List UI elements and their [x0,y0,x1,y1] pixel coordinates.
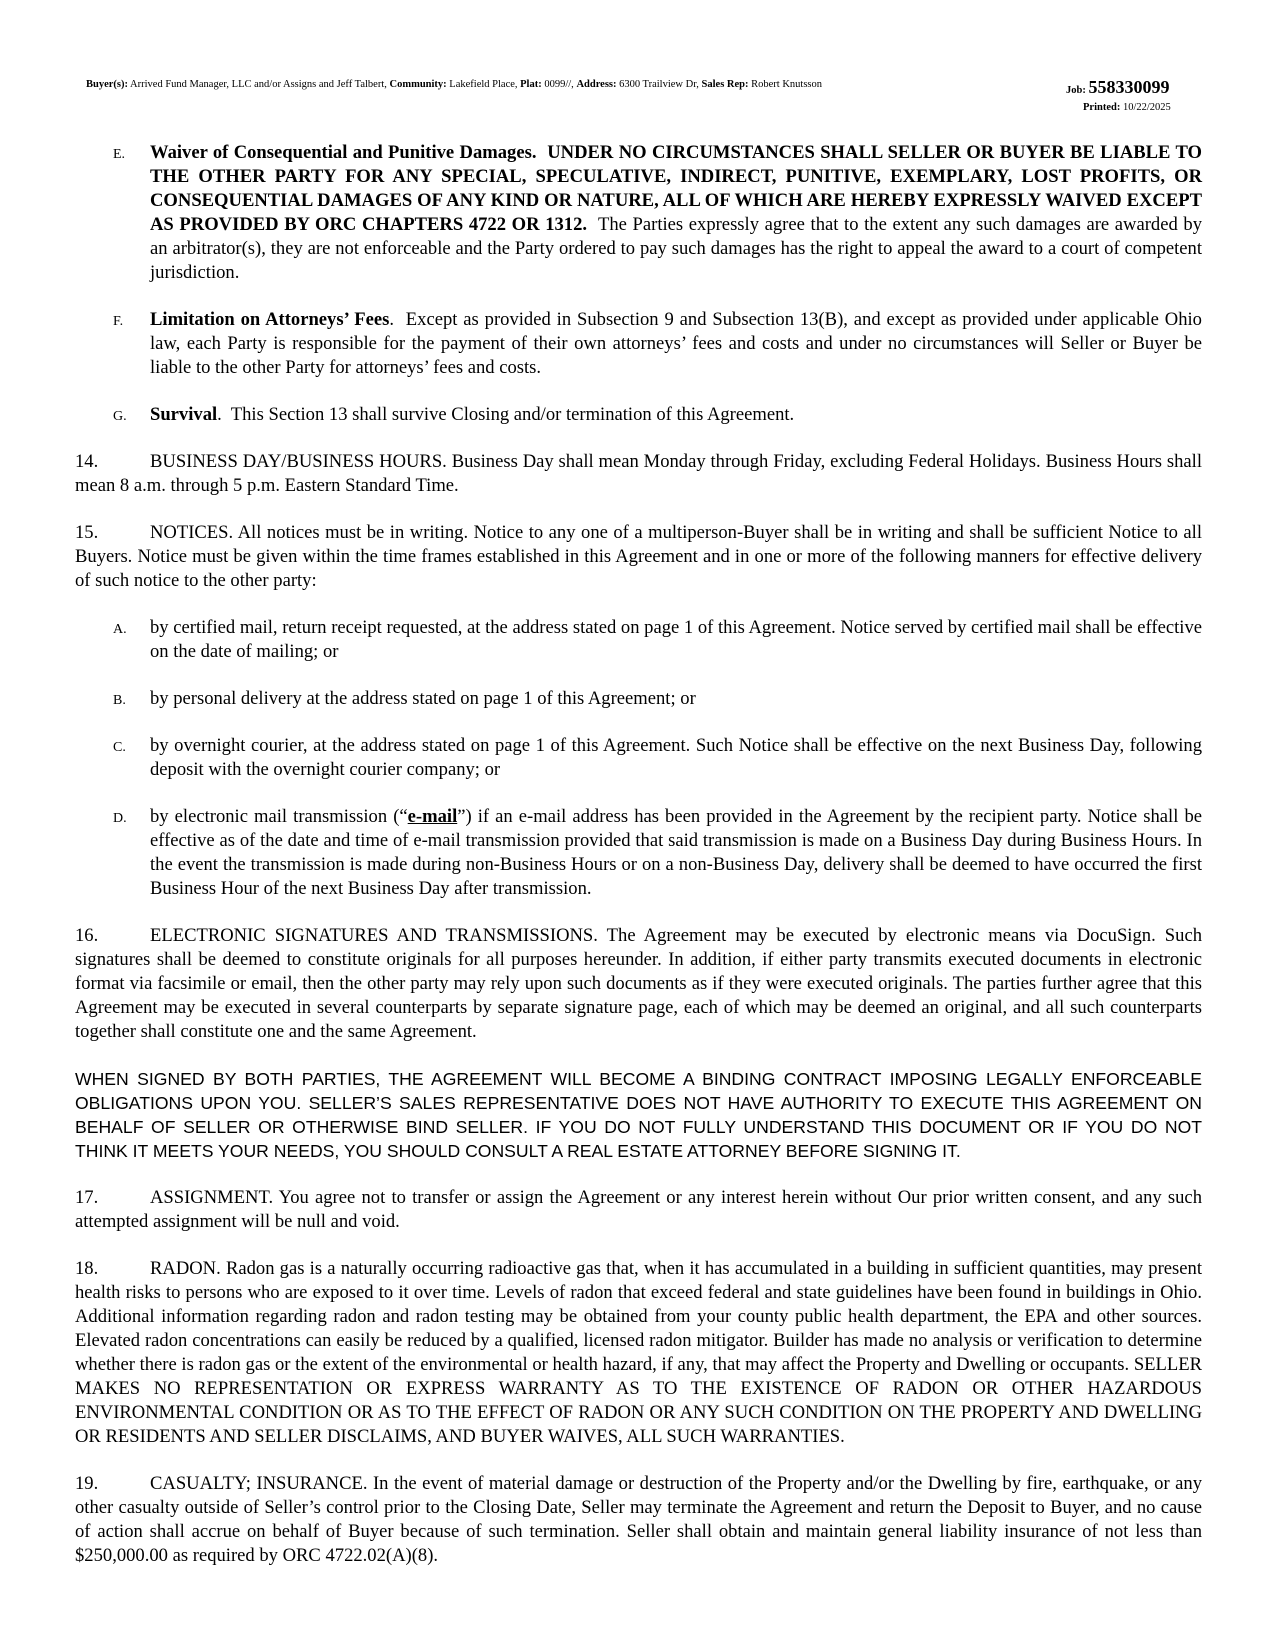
section-number: 14. [75,451,99,472]
section-19 [75,1472,1202,1568]
address-value: 6300 Trailview Dr, [619,79,699,90]
plat-value: 0099//, [544,79,574,90]
section-body: BUSINESS DAY/BUSINESS HOURS. Business Day shall mean Monday through Friday, excluding Federal Holidays. Business Hours shall mean 8 a.m. through 5 p.m. Eastern Standard Time. [75,451,1202,496]
subsection-body: Except as provided in Subsection 9 and Subsection 13(B), and except as provided under applicable Ohio law, each Party is responsible for the payment of their own attorneys’ fees and costs and under no circumstances will Seller or Buyer be liable to the other Party for attorneys’ fees and costs. [150,309,1202,378]
subsection-label: B. [113,693,126,708]
email-text-pre: by electronic mail transmission (“ [150,806,408,827]
subsection-e [75,141,1202,285]
sales-rep-label: Sales Rep: [701,79,749,90]
document-body [75,141,1202,1568]
printed-date [1083,101,1213,114]
plat-label: Plat: [520,79,542,90]
section-body: ASSIGNMENT. You agree not to transfer or assign the Agreement or any interest herein without Our prior written consent, and any such attempted assignment will be null and void. [75,1187,1202,1232]
section-number: 15. [75,522,99,543]
subsection-text [150,805,1202,901]
printed-value: 10/22/2025 [1122,102,1171,113]
section-body: ELECTRONIC SIGNATURES AND TRANSMISSIONS. The Agreement may be executed by electronic means via DocuSign. Such signatures shall be deemed to constitute originals for all purposes hereunder. In addition, if either party transmits executed documents in electronic format via facsimile or email, then the other party may rely upon such documents as if they were executed originals. The parties further agree that this Agreement may be executed in several counterparts by separate signature page, each of which may be deemed an original, and all such counterparts together shall constitute one and the same Agreement. [75,925,1202,1042]
sales-rep-value: Robert Knutsson [751,79,823,90]
subsection-text: Waiver of Consequential and Punitive Damages. UNDER NO CIRCUMSTANCES SHALL SELLER OR BUYER BE LIABLE TO THE OTHER PARTY FOR ANY SPECIAL, SPECULATIVE, INDIRECT, PUNITIVE, EXEMPLARY, LOST PROFITS, OR CONSEQUENTIAL DAMAGES OF ANY KIND OR NATURE, ALL OF WHICH ARE HEREBY EXPRESSLY WAIVED EXCEPT AS PROVIDED BY ORC CHAPTERS 4722 OR 1312. The Parties expressly agree that to the extent any such damages are awarded by an arbitrator(s), they are not enforceable and the Party ordered to pay such damages has the right to appeal the award to a court of competent jurisdiction. [150,142,1203,283]
job-value: 558330099 [1088,77,1170,97]
subsection-body: The Parties expressly agree that to the extent any such damages are awarded by an arbitrator(s), they are not enforceable and the Party ordered to pay such damages has the right to appeal the award to a court of competent jurisdiction. [150,214,1202,283]
address-label: Address: [576,79,617,90]
section-17 [75,1186,1202,1234]
subsection-label: F. [113,314,124,329]
subsection-heading: Survival [150,404,218,425]
buyers-value: Arrived Fund Manager, LLC and/or Assigns and Jeff Talbert, [130,79,387,90]
section-14 [75,450,1202,498]
subsection-g [75,403,1202,427]
subsection-heading: Limitation on Attorneys’ Fees [150,309,390,330]
subsection-body: by overnight courier, at the address stated on page 1 of this Agreement. Such Notice shall be effective on the next Business Day, following deposit with the overnight courier company; or [150,735,1202,780]
notice-option-d [75,805,1202,901]
subsection-body: by personal delivery at the address stated on page 1 of this Agreement; or [150,688,696,709]
page-header [86,78,1006,91]
section-body: CASUALTY; INSURANCE. In the event of material damage or destruction of the Property and/or the Dwelling by fire, earthquake, or any other casualty outside of Seller’s control prior to the Closing Date, Seller may terminate the Agreement and return the Deposit to Buyer, and no cause of action shall accrue on behalf of Buyer because of such termination. Seller shall obtain and maintain general liability insurance of not less than $250,000.00 as required by ORC 4722.02(A)(8). [75,1473,1202,1566]
job-label: Job: [1066,85,1086,96]
community-value: Lakefield Place, [449,79,518,90]
subsection-label: G. [113,409,127,424]
subsection-label: E. [113,147,126,162]
notice-option-c [75,734,1202,782]
email-term: e-mail [407,806,458,827]
email-text-post: ”) if an e-mail address has been provided in the Agreement by the recipient party. Notice shall be effective as of the date and time of e-mail transmission provided that said transmission is made on a Business Day during Business Hours. In the event the transmission is made during non-Business Hours or on a non-Business Day, delivery shall be deemed to have occurred the first Business Hour of the next Business Day after transmission. [150,806,1202,899]
section-16 [75,924,1202,1044]
subsection-text: Survival. This Section 13 shall survive Closing and/or termination of this Agreement. [150,404,795,425]
section-body: RADON. Radon gas is a naturally occurring radioactive gas that, when it has accumulated in a building in sufficient quantities, may present health risks to persons who are exposed to it over time. Levels of radon that exceed federal and state guidelines have been found in buildings in Ohio. Additional information regarding radon and radon testing may be obtained from your county public health department, the EPA and other sources. Elevated radon concentrations can easily be reduced by a qualified, licensed radon mitigator. Builder has made no analysis or verification to determine whether there is radon gas or the extent of the environmental or health hazard, if any, that may affect the Property and Dwelling or occupants. SELLER MAKES NO REPRESENTATION OR EXPRESS WARRANTY AS TO THE EXISTENCE OF RADON OR OTHER HAZARDOUS ENVIRONMENTAL CONDITION OR AS TO THE EFFECT OF RADON OR ANY SUCH CONDITION ON THE PROPERTY AND DWELLING OR RESIDENTS AND SELLER DISCLAIMS, AND BUYER WAIVES, ALL SUCH WARRANTIES. [75,1258,1202,1447]
printed-label: Printed: [1083,102,1121,113]
job-number [1066,77,1206,101]
community-label: Community: [389,79,447,90]
subsection-label: A. [113,622,127,637]
subsection-label: D. [113,811,127,826]
subsection-body: This Section 13 shall survive Closing and/or termination of this Agreement. [230,404,795,425]
section-18 [75,1257,1202,1449]
buyers-label: Buyer(s): [86,79,128,90]
section-number: 16. [75,925,99,946]
section-number: 19. [75,1473,99,1494]
subsection-body: by certified mail, return receipt requested, at the address stated on page 1 of this Agreement. Notice served by certified mail shall be effective on the date of mailing; or [150,617,1202,662]
subsection-heading: Waiver of Consequential and Punitive Damages [150,142,532,163]
section-number: 17. [75,1187,99,1208]
subsection-label: C. [113,740,126,755]
section-15 [75,521,1202,593]
section-number: 18. [75,1258,99,1279]
waiver-caps-text: UNDER NO CIRCUMSTANCES SHALL SELLER OR BUYER BE LIABLE TO THE OTHER PARTY FOR ANY SPECIAL, SPECULATIVE, INDIRECT, PUNITIVE, EXEMPLARY, LOST PROFITS, OR CONSEQUENTIAL DAMAGES OF ANY KIND OR NATURE, ALL OF WHICH ARE HEREBY EXPRESSLY WAIVED EXCEPT AS PROVIDED BY ORC CHAPTERS 4722 OR 1312. [150,142,1203,235]
notice-option-b [75,687,1202,711]
section-body: NOTICES. All notices must be in writing. Notice to any one of a multiperson-Buyer shall be in writing and shall be sufficient Notice to all Buyers. Notice must be given within the time frames established in this Agreement and in one or more of the following manners for effective delivery of such notice to the other party: [75,522,1202,591]
subsection-f [75,308,1202,380]
binding-contract-warning: WHEN SIGNED BY BOTH PARTIES, THE AGREEMENT WILL BECOME A BINDING CONTRACT IMPOSING LEGALLY ENFORCEABLE OBLIGATIONS UPON YOU. SELLER’S SALES REPRESENTATIVE DOES NOT HAVE AUTHORITY TO EXECUTE THIS AGREEMENT ON BEHALF OF SELLER OR OTHERWISE BIND SELLER. IF YOU DO NOT FULLY UNDERSTAND THIS DOCUMENT OR IF YOU DO NOT THINK IT MEETS YOUR NEEDS, YOU SHOULD CONSULT A REAL ESTATE ATTORNEY BEFORE SIGNING IT. [75,1069,1202,1161]
notice-option-a [75,616,1202,664]
subsection-text: Limitation on Attorneys’ Fees. Except as provided in Subsection 9 and Subsection 13(B), and except as provided under applicable Ohio law, each Party is responsible for the payment of their own attorneys’ fees and costs and under no circumstances will Seller or Buyer be liable to the other Party for attorneys’ fees and costs. [150,309,1202,378]
